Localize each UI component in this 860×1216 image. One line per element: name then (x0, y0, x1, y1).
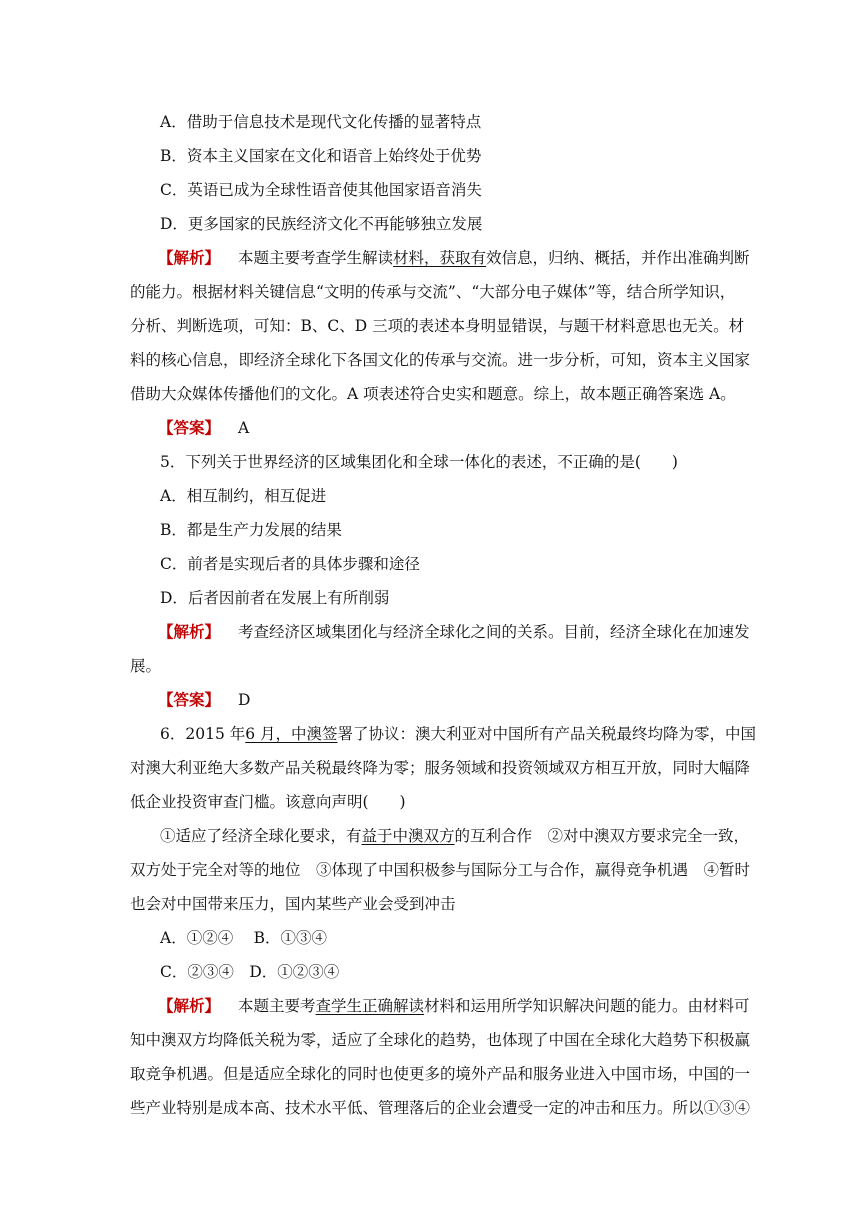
q4-analysis-line-3: 分析、判断选项，可知：B、C、D 三项的表述本身明显错误，与题干材料意思也无关。材 (130, 317, 745, 335)
analysis-tag: 【解析】 (158, 622, 221, 641)
analysis-text: 效信息，归纳、概括，并作出准确判断 (486, 249, 750, 267)
answer-value: A (238, 419, 250, 437)
answer-value: D (238, 691, 251, 709)
q6-statements-line-3: 也会对中国带来压力，国内某些产业会受到冲击 (130, 895, 456, 913)
stem-text: 署了协议：澳大利亚对中国所有产品关税最终均降为零，中国 (337, 725, 757, 743)
analysis-tag: 【解析】 (158, 248, 221, 267)
q6-analysis-line-3: 取竞争机遇。但是适应全球化的同时也使更多的境外产品和服务业进入中国市场，中国的一 (130, 1065, 751, 1083)
q6-analysis-line-1 (158, 996, 750, 1016)
underlined-text: 材料，获取有 (393, 249, 487, 267)
q4-analysis-line-5: 借助大众媒体传播他们的文化。A 项表述符合史实和题意。综上，故本题正确答案选 A。 (130, 385, 736, 403)
statement-text: ①适应了经济全球化要求，有 (160, 827, 362, 845)
analysis-text: 本题主要考查学生解读 (238, 249, 394, 267)
q6-stem-line-2: 对澳大利亚绝大多数产品关税最终降为零；服务领域和投资领域双方相互开放，同时大幅降 (130, 759, 751, 777)
q6-stem-line-1 (160, 724, 756, 744)
underlined-text: 益于中澳双方 (361, 827, 455, 845)
q4-option-d: D．更多国家的民族经济文化不再能够独立发展 (160, 215, 483, 233)
analysis-text: 材料和运用所学知识解决问题的能力。由材料可 (424, 997, 750, 1015)
q5-analysis-line-2: 展。 (130, 657, 162, 675)
statement-text: 的互利合作 ②对中澳双方要求完全一致， (454, 827, 750, 845)
analysis-text: 考查经济区域集团化与经济全球化之间的关系。目前，经济全球化在加速发 (238, 623, 750, 641)
underlined-text: 查学生正确解读 (315, 997, 425, 1015)
answer-tag: 【答案】 (158, 418, 221, 437)
q5-option-c: C．前者是实现后者的具体步骤和途径 (160, 555, 420, 573)
stem-text: 6．2015 年 (160, 725, 246, 743)
q6-analysis-line-4: 些产业特别是成本高、技术水平低、管理落后的企业会遭受一定的冲击和压力。所以①③④ (130, 1099, 751, 1117)
q4-analysis-line-2: 的能力。根据材料关键信息“文明的传承与交流”、“大部分电子媒体”等，结合所学知识， (130, 283, 736, 301)
q4-analysis-line-1 (158, 248, 750, 268)
answer-tag: 【答案】 (158, 690, 221, 709)
q5-stem: 5．下列关于世界经济的区域集团化和全球一体化的表述，不正确的是( ) (160, 453, 678, 471)
q5-option-a: A．相互制约，相互促进 (160, 487, 327, 505)
q4-option-c: C．英语已成为全球性语音使其他国家语音消失 (160, 181, 482, 199)
underlined-text: 6 月，中澳签 (245, 725, 338, 743)
q5-answer-line (158, 690, 250, 710)
q6-choices-row-1: A．①②④ B．①③④ (160, 929, 328, 947)
q6-choices-row-2: C．②③④ D．①②③④ (160, 963, 340, 981)
q5-analysis-line-1 (158, 622, 750, 642)
q4-option-b: B．资本主义国家在文化和语音上始终处于优势 (160, 147, 482, 165)
q5-option-d: D．后者因前者在发展上有所削弱 (160, 589, 390, 607)
q4-option-a: A．借助于信息技术是现代文化传播的显著特点 (160, 113, 482, 131)
q6-statements-line-2: 双方处于完全对等的地位 ③体现了中国积极参与国际分工与合作，赢得竞争机遇 ④暂时 (130, 861, 751, 879)
q6-stem-line-3: 低企业投资审查门槛。该意向声明( ) (130, 793, 406, 811)
q6-analysis-line-2: 知中澳双方均降低关税为零，适应了全球化的趋势，也体现了中国在全球化大趋势下积极赢 (130, 1031, 751, 1049)
analysis-tag: 【解析】 (158, 996, 221, 1015)
q4-analysis-line-4: 料的核心信息，即经济全球化下各国文化的传承与交流。进一步分析，可知，资本主义国家 (130, 351, 751, 369)
q4-answer-line (158, 418, 249, 438)
analysis-text: 本题主要考 (238, 997, 316, 1015)
q5-option-b: B．都是生产力发展的结果 (160, 521, 342, 539)
q6-statements-line-1 (160, 826, 749, 846)
